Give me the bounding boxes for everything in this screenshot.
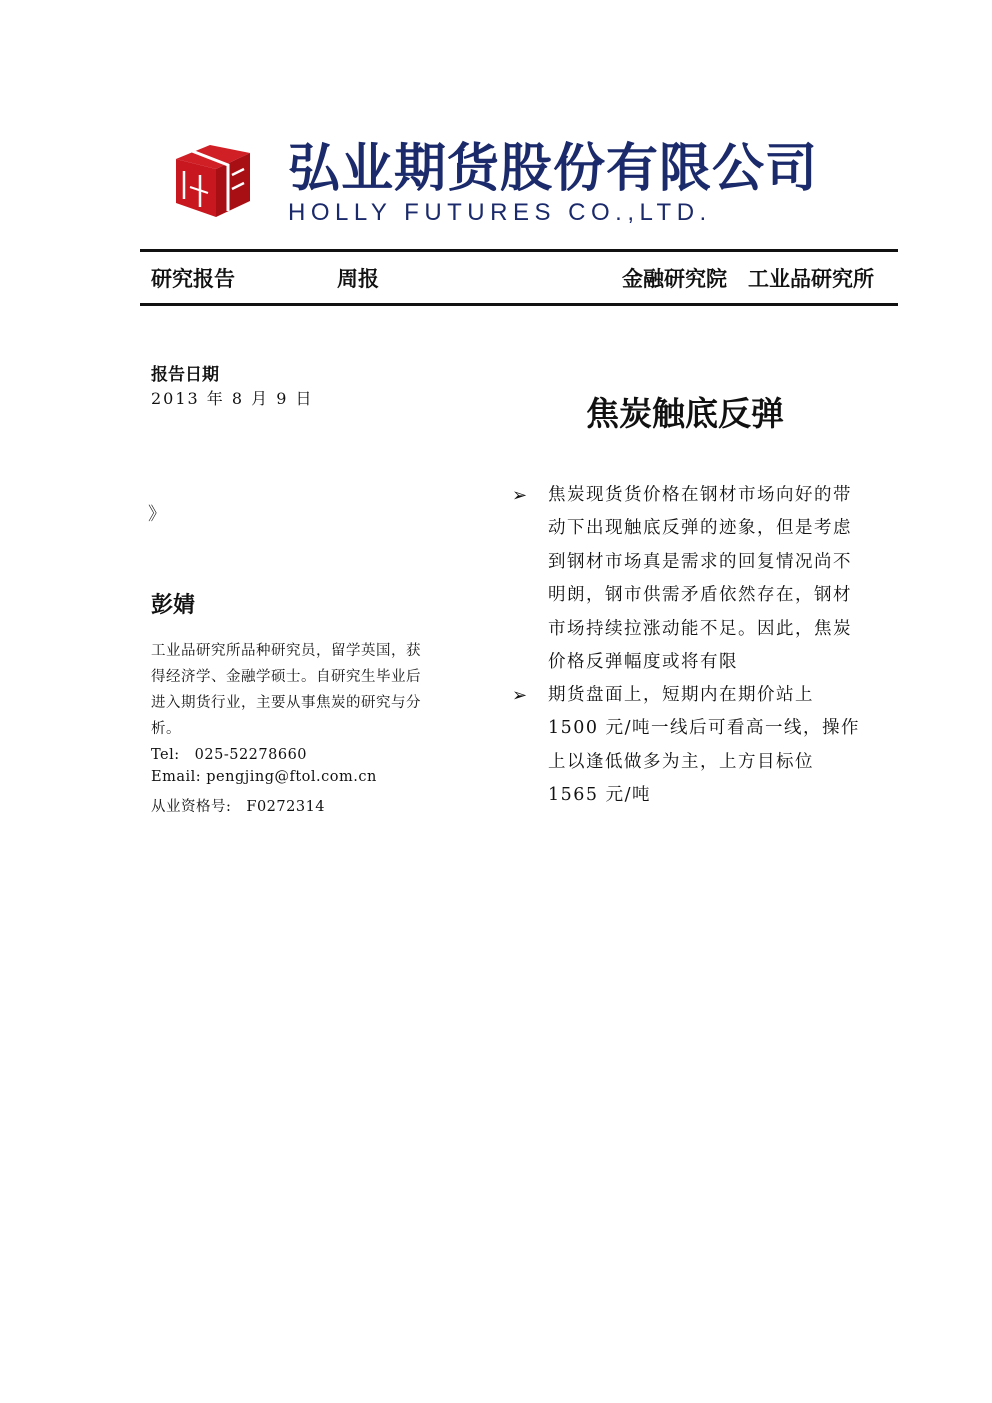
summary-bullet-text: 期货盘面上，短期内在期价站上 1500 元/吨一线后可看高一线，操作上以逢低做多为主，上方目标位 1565 元/吨 (548, 685, 860, 806)
report-title: 焦炭触底反弹 (586, 394, 784, 433)
header-top-rule (140, 249, 898, 252)
author-bio: 工业品研究所品种研究员，留学英国，获得经济学、金融学硕士。自研究生毕业后进入期货行业，主要从事焦炭的研究与分析。 (151, 643, 421, 737)
summary-bullet-text: 焦炭现货货价格在钢材市场向好的带动下出现触底反弹的迹象，但是考虑到钢材市场真是需求的回复情况尚不明朗，钢市供需矛盾依然存在，钢材市场持续拉涨动能不足。因此，焦炭价格反弹幅度或将有限 (548, 485, 852, 673)
institutes-label: 金融研究院 工业品研究所 (622, 267, 874, 291)
report-date-label: 报告日期 (151, 365, 219, 385)
summary-bullet (512, 679, 864, 819)
red-cube-logo-icon (170, 141, 256, 221)
arrow-bullet-icon: ➢ (512, 485, 528, 506)
quote-mark: 》 (148, 504, 166, 525)
summary-bullet (512, 479, 864, 679)
report-date-value: 2013 年 8 月 9 日 (151, 389, 314, 408)
company-name-en: HOLLY FUTURES CO.,LTD. (288, 199, 712, 226)
report-frequency-label: 周报 (337, 267, 379, 291)
author-email: Email: pengjing@ftol.com.cn (151, 769, 377, 785)
header-bottom-rule (140, 303, 898, 306)
report-type-label: 研究报告 (151, 267, 235, 291)
author-certificate: 从业资格号: F0272314 (151, 799, 326, 815)
company-name-cn: 弘业期货股份有限公司 (288, 139, 819, 199)
arrow-bullet-icon: ➢ (512, 685, 528, 706)
author-tel: Tel: 025-52278660 (151, 747, 308, 763)
author-name: 彭婧 (151, 593, 196, 618)
